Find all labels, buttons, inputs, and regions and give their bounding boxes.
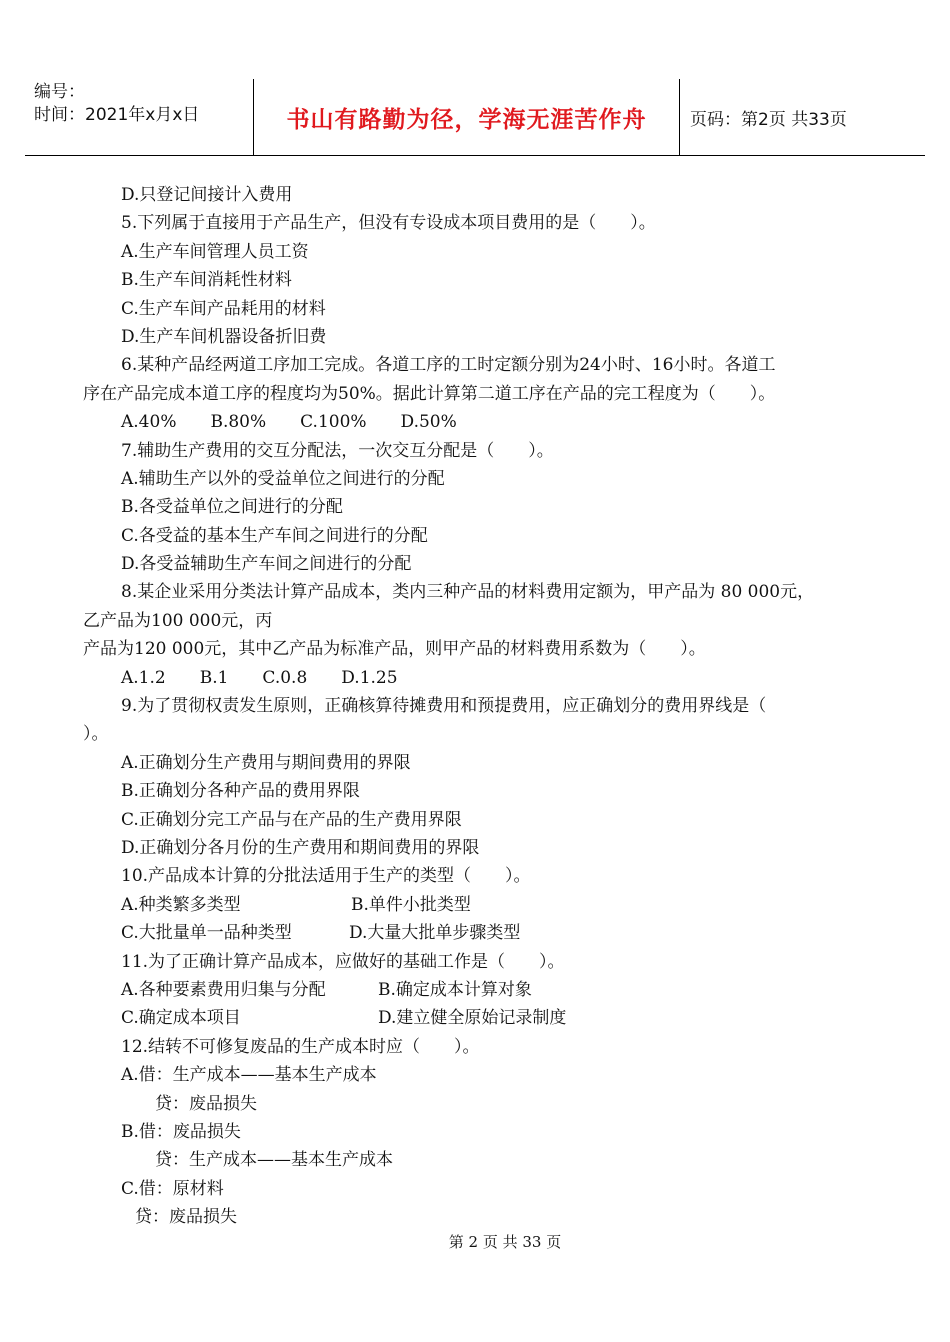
question-text: 10.产品成本计算的分批法适用于生产的类型（ ）。 bbox=[121, 866, 531, 887]
option-line: C.生产车间产品耗用的材料 bbox=[121, 298, 326, 319]
option-d: D.大量大批单步骤类型 bbox=[349, 923, 521, 944]
question-text: 5.下列属于直接用于产品生产，但没有专设成本项目费用的是（ ）。 bbox=[121, 213, 656, 234]
option-row bbox=[83, 919, 883, 947]
question-text-cont: 产品为120 000元，其中乙产品为标准产品，则甲产品的材料费用系数为（ ）。 bbox=[83, 639, 706, 660]
page-footer: 第 2 页 共 33 页 bbox=[448, 1233, 562, 1251]
option-b: B.确定成本计算对象 bbox=[378, 979, 532, 1000]
option-line: C.借：原材料 bbox=[121, 1178, 224, 1199]
question-text: 6.某种产品经两道工序加工完成。各道工序的工时定额分别为24小时、16小时。各道工 bbox=[121, 355, 776, 376]
time-label: 时间：2021年x月x日 bbox=[34, 105, 200, 125]
document-body bbox=[83, 181, 883, 1231]
header-page-cell bbox=[680, 79, 925, 155]
question-text-cont: 乙产品为100 000元，丙 bbox=[83, 610, 273, 631]
option-d: D.建立健全原始记录制度 bbox=[378, 1008, 567, 1029]
journal-credit-line: 贷：废品损失 bbox=[135, 1207, 237, 1228]
option-a: A.各种要素费用归集与分配 bbox=[121, 979, 326, 1000]
option-line: C.正确划分完工产品与在产品的生产费用界限 bbox=[121, 809, 462, 830]
option-line: D.各受益辅助生产车间之间进行的分配 bbox=[121, 554, 412, 575]
option-line: A.借：生产成本——基本生产成本 bbox=[121, 1065, 377, 1086]
option-line: D.正确划分各月份的生产费用和期间费用的界限 bbox=[121, 837, 480, 858]
header-meta-cell bbox=[25, 79, 254, 155]
option-c: C.大批量单一品种类型 bbox=[121, 923, 292, 944]
option-c: C.确定成本项目 bbox=[121, 1008, 241, 1029]
option-line: B.借：废品损失 bbox=[121, 1121, 241, 1142]
text-line: D.只登记间接计入费用 bbox=[121, 185, 293, 205]
option-line: C.各受益的基本生产车间之间进行的分配 bbox=[121, 525, 428, 546]
question-text: 7.辅助生产费用的交互分配法，一次交互分配是（ ）。 bbox=[121, 440, 554, 461]
option-line: A.生产车间管理人员工资 bbox=[121, 241, 309, 262]
journal-credit-line: 贷：废品损失 bbox=[155, 1093, 257, 1114]
option-b: B.单件小批类型 bbox=[351, 894, 471, 915]
question-text: 9.为了贯彻权责发生原则，正确核算待摊费用和预提费用，应正确划分的费用界线是（ bbox=[121, 696, 767, 717]
journal-credit-line: 贷：生产成本——基本生产成本 bbox=[155, 1150, 393, 1171]
question-text-cont: 序在产品完成本道工序的程度均为50%。据此计算第二道工序在产品的完工程度为（ ）。 bbox=[83, 383, 776, 404]
page-header bbox=[25, 79, 925, 156]
question-text: 11.为了正确计算产品成本，应做好的基础工作是（ ）。 bbox=[121, 951, 565, 972]
option-line: A.辅助生产以外的受益单位之间进行的分配 bbox=[121, 468, 445, 489]
option-row bbox=[83, 976, 883, 1004]
option-line: B.正确划分各种产品的费用界限 bbox=[121, 781, 360, 802]
number-label: 编号： bbox=[34, 82, 85, 102]
question-text-cont: ）。 bbox=[83, 724, 109, 745]
header-motto-cell bbox=[254, 79, 680, 155]
question-text: 8.某企业采用分类法计算产品成本，类内三种产品的材料费用定额为，甲产品为 80 000元， bbox=[121, 582, 815, 603]
motto-text: 书山有路勤为径，学海无涯苦作舟 bbox=[286, 106, 647, 133]
option-row bbox=[83, 891, 883, 919]
option-a: A.种类繁多类型 bbox=[121, 894, 241, 915]
question-text: 12.结转不可修复废品的生产成本时应（ ）。 bbox=[121, 1036, 480, 1057]
option-line: A.1.2 B.1 C.0.8 D.1.25 bbox=[121, 667, 398, 688]
option-line: D.生产车间机器设备折旧费 bbox=[121, 326, 327, 347]
option-line: A.40% B.80% C.100% D.50% bbox=[121, 412, 457, 433]
option-row bbox=[83, 1004, 883, 1032]
option-line: B.生产车间消耗性材料 bbox=[121, 270, 292, 291]
option-line: B.各受益单位之间进行的分配 bbox=[121, 497, 343, 518]
page-info: 页码：第2页 共33页 bbox=[690, 109, 847, 130]
option-line: A.正确划分生产费用与期间费用的界限 bbox=[121, 752, 411, 773]
